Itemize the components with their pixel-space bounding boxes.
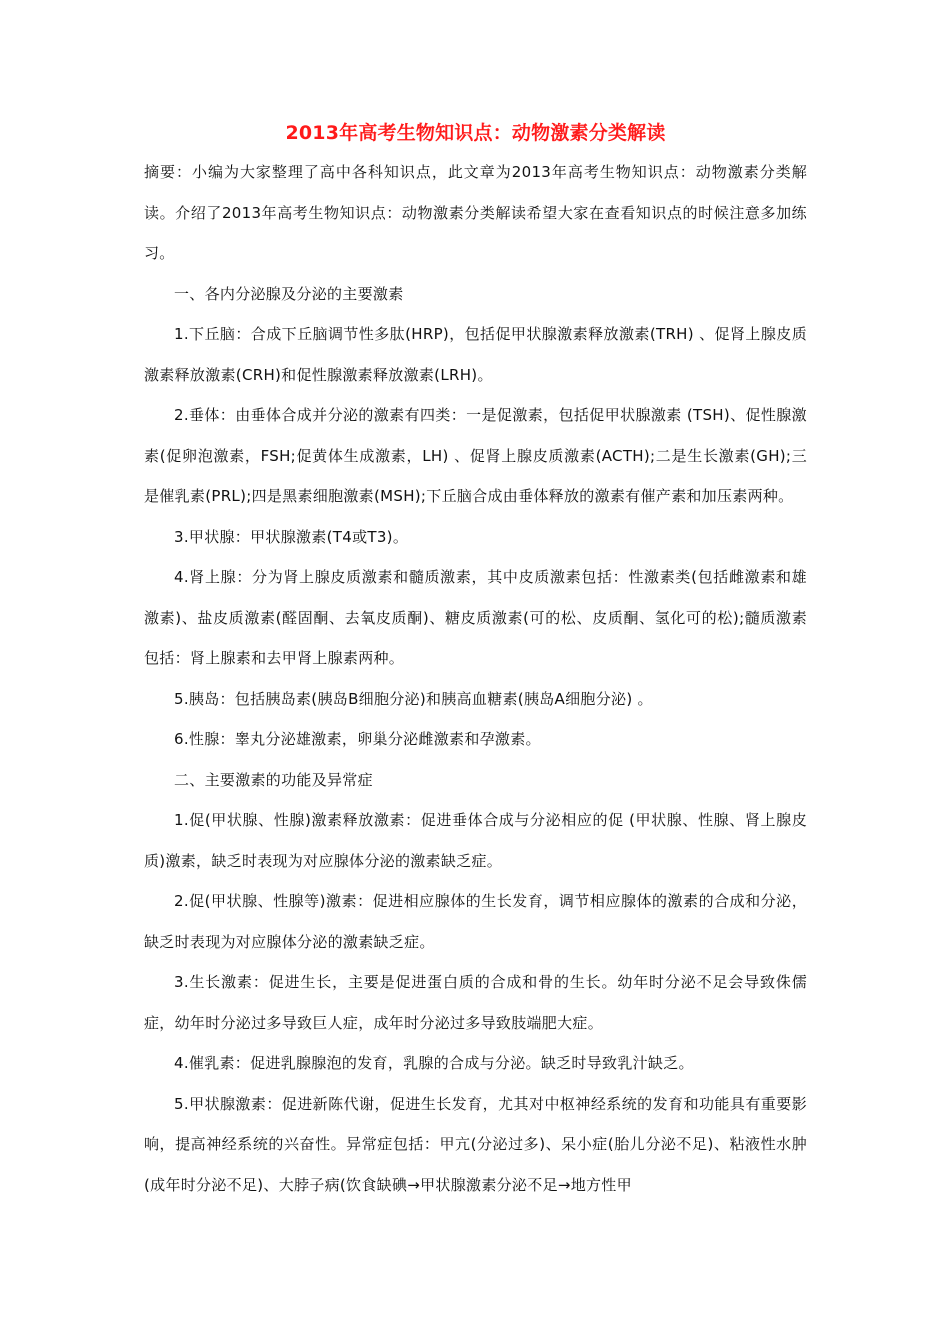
document-title: 2013年高考生物知识点：动物激素分类解读 xyxy=(285,122,666,144)
paragraph: 1.促(甲状腺、性腺)激素释放激素：促进垂体合成与分泌相应的促 (甲状腺、性腺、肾上腺皮质)激素，缺乏时表现为对应腺体分泌的激素缺乏症。 xyxy=(144,811,807,870)
paragraph: 4.催乳素：促进乳腺腺泡的发育，乳腺的合成与分泌。缺乏时导致乳汁缺乏。 xyxy=(174,1054,694,1072)
paragraph: 一、各内分泌腺及分泌的主要激素 xyxy=(174,284,404,303)
paragraph: 4.肾上腺：分为肾上腺皮质激素和髓质激素，其中皮质激素包括：性激素类(包括雌激素和雄激素)、盐皮质激素(醛固酮、去氧皮质酮)、糖皮质激素(可的松、皮质酮、氢化可的松);髓质激素包括：肾上腺素和去甲肾上腺素两种。 xyxy=(144,568,807,667)
paragraph: 二、主要激素的功能及异常症 xyxy=(174,770,373,789)
paragraph: 5.甲状腺激素：促进新陈代谢，促进生长发育，尤其对中枢神经系统的发育和功能具有重要影响，提高神经系统的兴奋性。异常症包括：甲亢(分泌过多)、呆小症(胎儿分泌不足)、粘液性水肿(成年时分泌不足)、大脖子病(饮食缺碘→甲状腺激素分泌不足→地方性甲 xyxy=(144,1094,807,1194)
paragraph: 3.甲状腺：甲状腺激素(T4或T3)。 xyxy=(174,527,409,546)
document-body xyxy=(144,118,807,1205)
paragraph: 2.垂体：由垂体合成并分泌的激素有四类：一是促激素，包括促甲状腺激素 (TSH)、促性腺激素(促卵泡激素，FSH;促黄体生成激素，LH) 、促肾上腺皮质激素(ACTH);二是生长激素(GH);三是催乳素(PRL);四是黑素细胞激素(MSH);下丘脑合成由垂体释放的激素有催产素和加压素两种。 xyxy=(144,406,807,505)
paragraph-list xyxy=(144,152,807,1205)
paragraph: 6.性腺：睾丸分泌雄激素，卵巢分泌雌激素和孕激素。 xyxy=(174,730,541,748)
paragraph: 2.促(甲状腺、性腺等)激素：促进相应腺体的生长发育，调节相应腺体的激素的合成和分泌，缺乏时表现为对应腺体分泌的激素缺乏症。 xyxy=(144,892,807,951)
paragraph: 摘要：小编为大家整理了高中各科知识点，此文章为2013年高考生物知识点：动物激素分类解读。介绍了2013年高考生物知识点：动物激素分类解读希望大家在查看知识点的时候注意多加练习。 xyxy=(144,163,807,262)
paragraph: 3.生长激素：促进生长，主要是促进蛋白质的合成和骨的生长。幼年时分泌不足会导致侏儒症，幼年时分泌过多导致巨人症，成年时分泌过多导致肢端肥大症。 xyxy=(144,973,807,1032)
paragraph: 5.胰岛：包括胰岛素(胰岛B细胞分泌)和胰高血糖素(胰岛A细胞分泌) 。 xyxy=(174,689,653,708)
paragraph: 1.下丘脑：合成下丘脑调节性多肽(HRP)，包括促甲状腺激素释放激素(TRH) 、促肾上腺皮质激素释放激素(CRH)和促性腺激素释放激素(LRH)。 xyxy=(144,325,807,384)
